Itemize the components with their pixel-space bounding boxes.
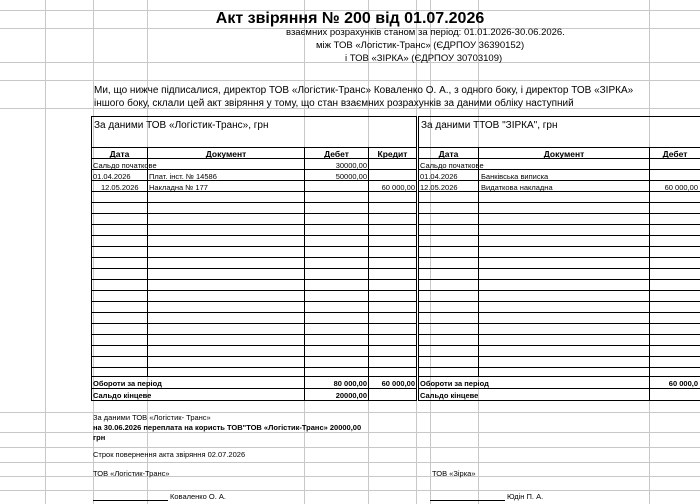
right-col-date: Дата [438,149,459,159]
intro-line-1: Ми, що нижче підписалися, директор ТОВ «Логістик-Транс» Коваленко О. А., з одного боку, і директор ТОВ «ЗІРКА» [94,85,634,96]
left-row-document: Плат. інст. № 14586 [149,172,217,181]
right-row-date: 01.04.2026 [420,172,458,181]
right-signer: Юдін П. А. [507,492,544,501]
right-closing-label: Сальдо кінцеве [420,391,479,400]
left-row-document: Накладна № 177 [149,183,208,192]
left-closing-label: Сальдо кінцеве [93,391,152,400]
left-col-debit: Дебет [324,149,349,159]
return-term: Строк повернення акта звіряння 02.07.2026 [93,450,246,459]
right-row-document: Видаткова накладна [481,183,553,192]
right-opening-label: Сальдо початкове [420,161,484,170]
left-opening-label: Сальдо початкове [93,161,157,170]
according-to-text: За даними ТОВ «Логістик- Транс» [93,413,211,422]
left-row-credit: 60 000,00 [381,183,415,192]
left-opening-debit: 30000,00 [335,161,367,170]
left-col-document: Документ [205,149,247,159]
period-line: взаємних розрахунків станом за період: 01.01.2026-30.06.2026. [286,27,565,38]
left-col-credit: Кредит [377,149,408,159]
right-row-debit: 60 000,00 [664,183,698,192]
right-turnover-debit: 60 000,0 [668,379,698,388]
intro-text [94,84,633,110]
overpayment-line-2: грн [93,433,106,442]
intro-line-2: іншого боку, склали цей акт звіряння у тому, що стан взаємних розрахунків за даними обліку наступний [94,98,574,109]
left-turnover-label: Обороти за період [93,379,162,388]
right-company-name: ТОВ «Зірка» [432,469,476,478]
left-col-date: Дата [109,149,130,159]
left-row-debit: 50000,00 [335,172,367,181]
left-signer: Коваленко О. А. [170,492,227,501]
left-row-date: 01.04.2026 [93,172,131,181]
left-table-heading: За даними ТОВ «Логістик-Транс», грн [94,120,269,131]
and-line: і ТОВ «ЗІРКА» (ЄДРПОУ 30703109) [345,53,503,64]
left-closing-debit: 20000,00 [335,391,367,400]
left-turnover-debit: 80 000,00 [333,379,367,388]
right-table-heading: За даними ТТОВ "ЗІРКА", грн [421,120,558,131]
left-row-date: 12.05.2026 [101,183,139,192]
right-row-document: Банківська виписка [481,172,549,181]
right-col-document: Документ [543,149,585,159]
right-row-date: 12.05.2026 [420,183,458,192]
left-turnover-credit: 60 000,00 [381,379,415,388]
right-turnover-label: Обороти за період [420,379,489,388]
document-title: Акт звіряння № 200 від 01.07.2026 [215,10,485,27]
between-line: між ТОВ «Логістик-Транс» (ЄДРПОУ 36390152) [316,40,525,51]
overpayment-line-1: на 30.06.2026 переплата на користь ТОВ"ТОВ «Логістик-Транс» 20000,00 [93,423,362,432]
right-col-debit: Дебет [662,149,688,159]
left-company-name: ТОВ «Логістик-Транс» [93,469,170,478]
